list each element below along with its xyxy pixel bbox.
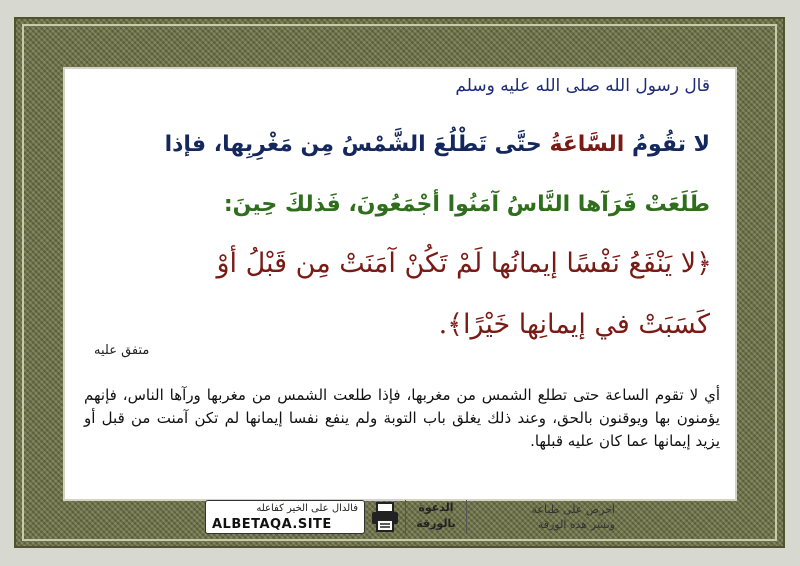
- hadith-line-2: طَلَعَتْ فَرَآها النَّاسُ آمَنُوا أجْمَعُونَ، فَذلكَ حِينَ:: [223, 192, 710, 217]
- footer: [205, 497, 615, 537]
- hadith-line1-part2: السَّاعَةُ: [549, 132, 625, 157]
- print-notice-line-2: ونشر هذه الورقة: [537, 518, 615, 531]
- site-slogan: فالدال على الخير كفاعله: [256, 503, 358, 514]
- dawah-logo: [405, 500, 467, 534]
- logo-line-2: بالورقة: [416, 517, 456, 530]
- print-notice-line-1: احرص على طباعة: [531, 503, 615, 516]
- printer-icon: [368, 500, 402, 534]
- hadith-line-1: [90, 132, 710, 157]
- hadith-source: متفق عليه: [94, 343, 150, 358]
- header-title: قال رسول الله صلى الله عليه وسلم: [455, 76, 710, 96]
- quran-verse-line-2: كَسَبَتْ في إيمانِها خَيْرًا﴾.: [438, 309, 710, 340]
- print-notice: [473, 502, 615, 532]
- explanation-text: أي لا تقوم الساعة حتى تطلع الشمس من مغربها، فإذا طلعت الشمس من مغربها ورآها الناس، فإنهم يؤمنون بها ويوقنون بالحق، وعند ذلك يغلق باب التوبة ولم ينفع نفسا إيمانها لم تكن آمنت من قبل أو يزيد إيمانها عما كان عليه قبلها.: [84, 386, 720, 450]
- quran-verse-line-1: ﴿لا يَنْفَعُ نَفْسًا إيمانُها لَمْ تَكُنْ آمَنَتْ مِن قَبْلُ أوْ: [216, 248, 712, 279]
- site-badge[interactable]: [205, 500, 365, 534]
- logo-line-1: الدعوة: [418, 501, 454, 514]
- hadith-line1-part3: حتَّى تَطْلُعَ الشَّمْسُ مِن مَغْرِبِها، فإذا: [164, 132, 542, 157]
- hadith-line1-part1: لا تقُومُ: [631, 132, 710, 157]
- site-url[interactable]: ALBETAQA.SITE: [212, 517, 332, 532]
